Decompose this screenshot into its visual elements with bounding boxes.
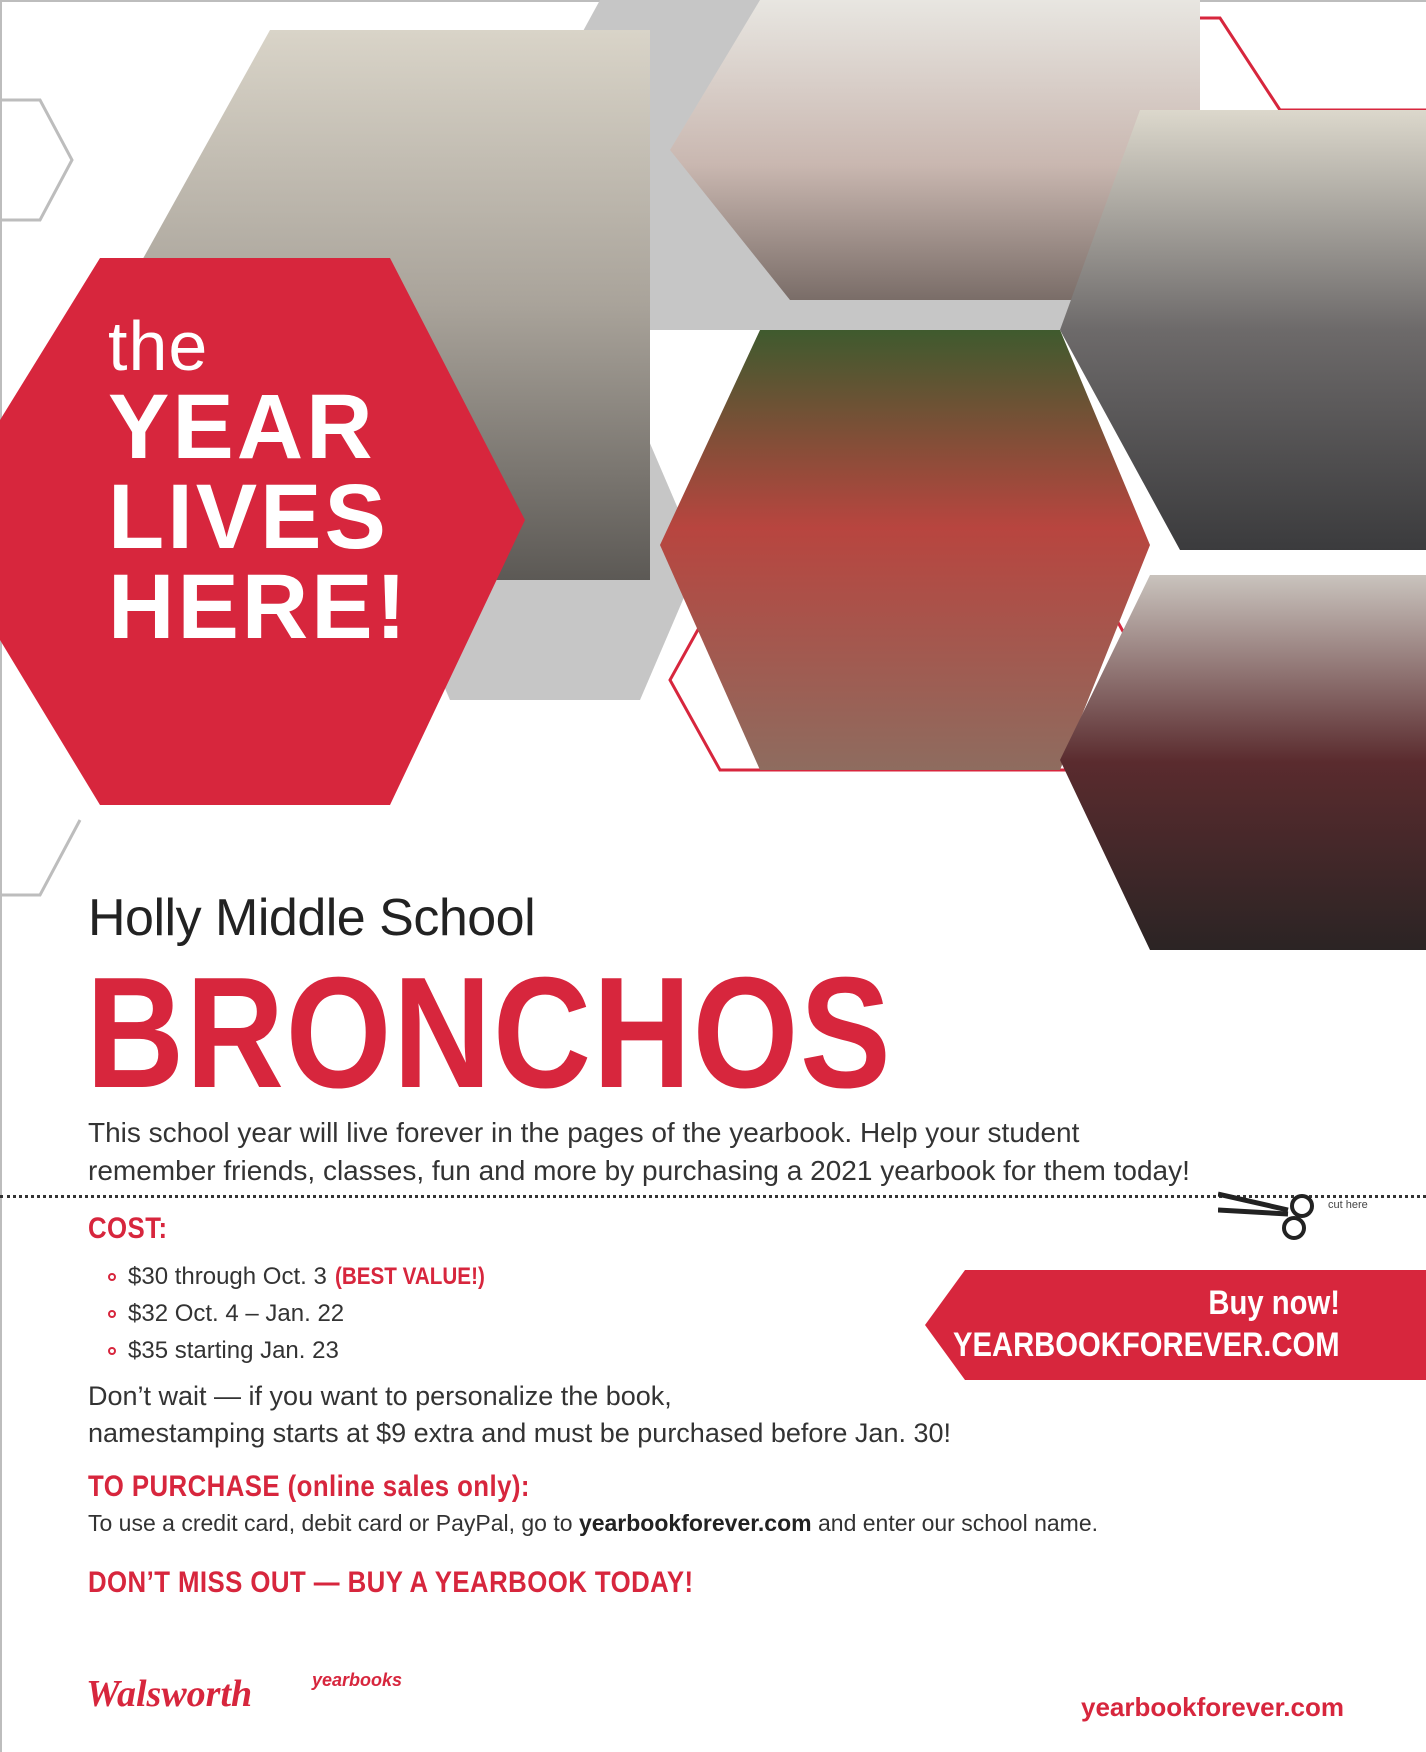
- namestamp-notice: [88, 1378, 951, 1452]
- gray-outline-hex-left-bottom: [0, 820, 80, 895]
- buy-now-label: Buy now!: [1208, 1284, 1340, 1322]
- call-to-action: DON’T MISS OUT — BUY A YEARBOOK TODAY!: [88, 1566, 694, 1599]
- purchase-heading: TO PURCHASE (online sales only):: [88, 1470, 530, 1503]
- gray-outline-hex-left-top: [0, 100, 72, 220]
- school-mascot: BRONCHOS: [86, 945, 893, 1121]
- purchase-link[interactable]: yearbookforever.com: [578, 1510, 812, 1536]
- intro-paragraph: [88, 1114, 1388, 1190]
- cut-line: [0, 1195, 1426, 1198]
- cost-list: [108, 1258, 509, 1369]
- buy-now-banner[interactable]: [925, 1270, 1426, 1380]
- cost-item-text: $32 Oct. 4 – Jan. 22: [128, 1300, 345, 1327]
- footer-url[interactable]: yearbookforever.com: [1080, 1692, 1344, 1722]
- cost-heading: COST:: [88, 1212, 168, 1245]
- walsworth-logo: Walsworth: [86, 1673, 253, 1715]
- purchase-instructions: [88, 1510, 1098, 1537]
- best-value-badge: (BEST VALUE!): [334, 1263, 485, 1290]
- school-name: Holly Middle School: [88, 889, 536, 947]
- scissors-icon: [1218, 1190, 1328, 1240]
- hero-line-here: HERE!: [108, 556, 410, 658]
- namestamp-line-2: namestamping starts at $9 extra and must be purchased before Jan. 30!: [88, 1418, 951, 1448]
- bullet-icon: [108, 1347, 116, 1355]
- hero-line-year: YEAR: [108, 376, 376, 478]
- buy-now-url: YEARBOOKFOREVER.COM: [953, 1326, 1340, 1364]
- cost-item: [108, 1258, 509, 1295]
- purchase-text-before: To use a credit card, debit card or PayPal, go to: [88, 1510, 579, 1536]
- hero-line-the: the: [108, 307, 209, 385]
- hero-line-lives: LIVES: [108, 466, 389, 568]
- namestamp-line-1: Don’t wait — if you want to personalize the book,: [88, 1381, 672, 1411]
- intro-line-1: This school year will live forever in the pages of the yearbook. Help your student: [88, 1117, 1080, 1148]
- purchase-text-after: and enter our school name.: [811, 1510, 1099, 1536]
- bullet-icon: [108, 1273, 116, 1281]
- cost-item: [108, 1295, 509, 1332]
- cut-here-label: cut here: [1328, 1199, 1368, 1211]
- cost-item-text: $30 through Oct. 3: [128, 1263, 327, 1290]
- photo-football-players: [660, 330, 1150, 770]
- walsworth-logo-sub: yearbooks: [312, 1670, 403, 1690]
- intro-line-2: remember friends, classes, fun and more by purchasing a 2021 yearbook for them today!: [88, 1155, 1190, 1186]
- hero-headline: [108, 307, 410, 658]
- cost-item-text: $35 starting Jan. 23: [128, 1337, 339, 1364]
- cost-item: [108, 1332, 509, 1369]
- bullet-icon: [108, 1310, 116, 1318]
